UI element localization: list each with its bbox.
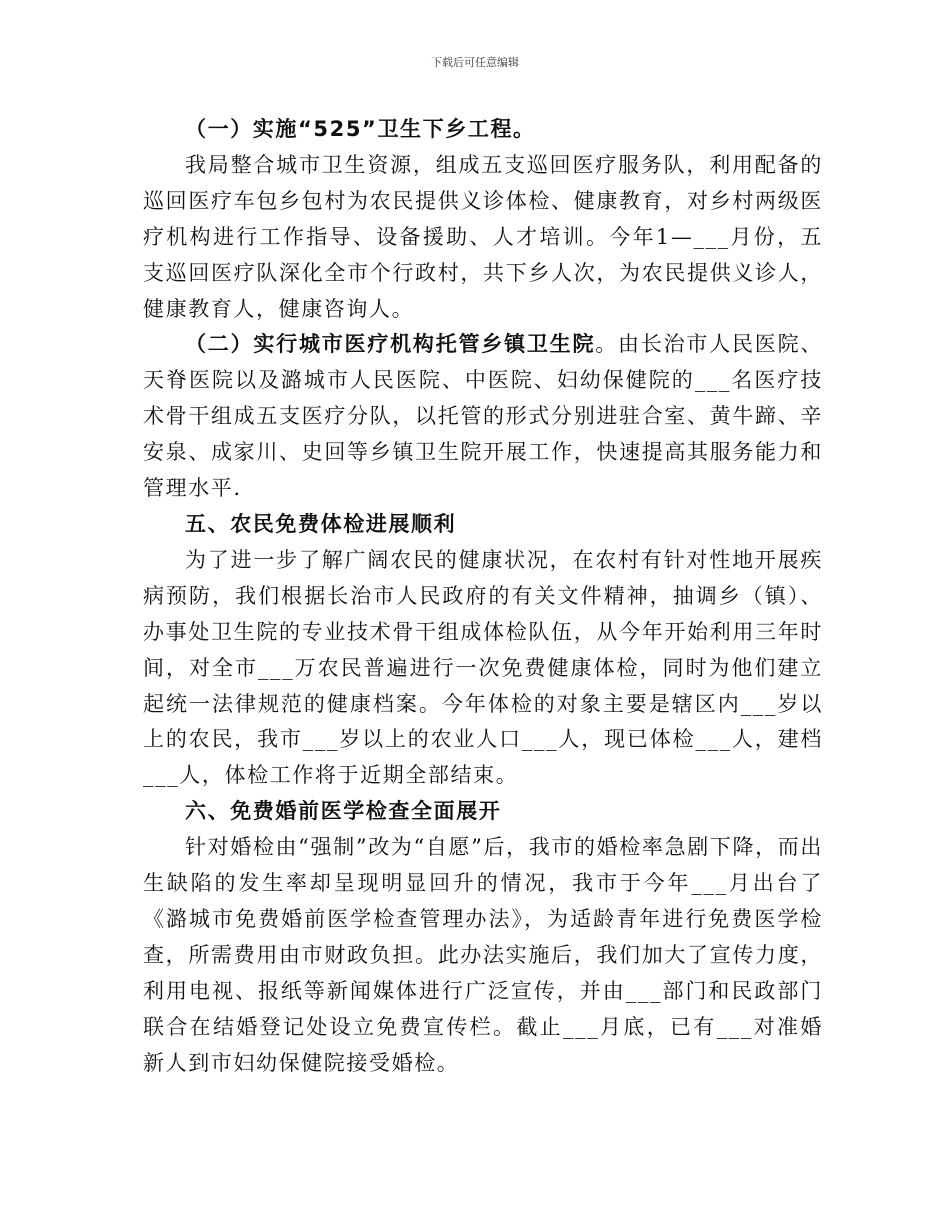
- page-header: 下载后可任意编辑: [431, 56, 519, 69]
- section-paragraph-2: [143, 327, 823, 507]
- section-heading-5: 五、农民免费体检进展顺利: [185, 511, 457, 536]
- section-paragraph-5: 为了进一步了解广阔农民的健康状况，在农村有针对性地开展疾病预防，我们根据长治市人民政府的有关文件精神，抽调乡（镇）、办事处卫生院的专业技术骨干组成体检队伍，从今年开始利用三年时间，对全市___万农民普遍进行一次免费健康体检，同时为他们建立起统一法律规范的健康档案。今年体检的对象主要是辖区内___岁以上的农民，我市___岁以上的农业人口___人，现已体检___人，建档___人，体检工作将于近期全部结束。: [143, 547, 823, 788]
- document-body: [143, 112, 823, 1081]
- section-paragraph-1: 我局整合城市卫生资源，组成五支巡回医疗服务队，利用配备的巡回医疗车包乡包村为农民提供义诊体检、健康教育，对乡村两级医疗机构进行工作指导、设备援助、人才培训。今年1—___月份，五支巡回医疗队深化全市个行政村，共下乡人次，为农民提供义诊人，健康教育人，健康咨询人。: [143, 152, 823, 321]
- section-inline-heading-2: （二）实行城市医疗机构托管乡镇卫生院: [185, 332, 596, 357]
- section-heading-1: （一）实施“525”卫生下乡工程。: [185, 117, 536, 141]
- section-paragraph-6: 针对婚检由“强制”改为“自愿”后，我市的婚检率急剧下降，而出生缺陷的发生率却呈现明显回升的情况，我市于今年___月出台了《潞城市免费婚前医学检查管理办法》，为适龄青年进行免费医学检查，所需费用由市财政负担。此办法实施后，我们加大了宣传力度，利用电视、报纸等新闻媒体进行广泛宣传，并由___部门和民政部门联合在结婚登记处设立免费宣传栏。截止___月底，已有___对准婚新人到市妇幼保健院接受婚检。: [143, 835, 823, 1075]
- section-inline-body-2: 。由长治市人民医院、天脊医院以及潞城市人民医院、中医院、妇幼保健院的___名医疗技术骨干组成五支医疗分队，以托管的形式分别进驻合室、黄牛蹄、辛安泉、成家川、史回等乡镇卫生院开展工作，快速提高其服务能力和管理水平.: [143, 332, 823, 501]
- section-heading-6: 六、免费婚前医学检查全面展开: [185, 799, 502, 824]
